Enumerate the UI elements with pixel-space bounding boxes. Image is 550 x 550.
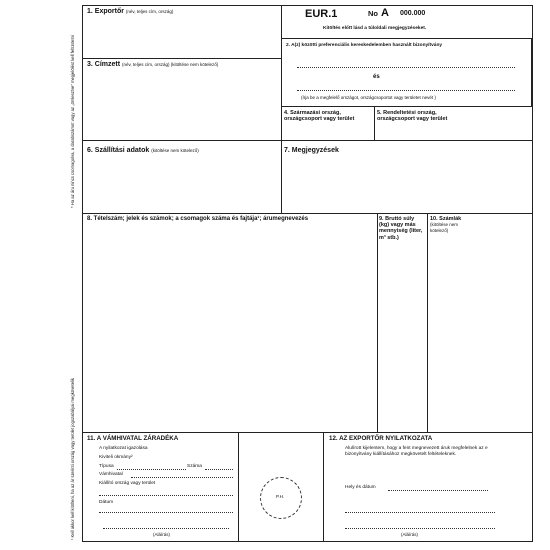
box10-title: 10. Számlák [430, 216, 462, 222]
box11-line2: Kiviteli okmány² [99, 455, 133, 460]
box12-dot-line [345, 512, 495, 513]
form-title: EUR.1 [305, 8, 338, 20]
box2-line-2 [297, 90, 515, 91]
box11-label: 11. A VÁMHIVATAL ZÁRADÉKA [87, 435, 179, 442]
box6-note: (kitöltése nem kötelező) [151, 148, 199, 153]
box3-note: (név, teljes cím, ország) (kitöltése nem kötelező) [122, 62, 219, 67]
box6-title: 6. Szállítási adatok [87, 147, 150, 154]
stamp-label: P.H. [276, 494, 285, 499]
side-note-upper: * Ha az áru nincs csomagolva, a darabszámot vagy az „ömlesztve” megjelölést kell feltüntetni [70, 35, 75, 208]
box12-signature-line [345, 528, 495, 529]
box4-label: 4. Származási ország, országcsoport vagy terület [284, 110, 355, 122]
box11-line1: A nyilatkozat igazolása [99, 446, 148, 451]
series-letter: A [381, 7, 389, 19]
number-label: No [368, 9, 378, 18]
box12-text: Alulírott kijelentem, hogy a fent megnevezett áruk megfelelnek az e bizonyítvány kiállításához megkövetelt feltételeknek. [345, 446, 488, 457]
box1-note: (név, teljes cím, ország) [125, 9, 174, 14]
box11-datum: Dátum [99, 500, 114, 505]
box11-szama: Száma [187, 464, 202, 469]
box12-place-date: Hely és dátum [345, 485, 376, 490]
box12-signature: (Aláírás) [401, 532, 419, 537]
box2-line-1 [297, 67, 515, 68]
box3-label [87, 61, 218, 69]
box6-label [87, 147, 199, 155]
certificate-number: 000.000 [400, 10, 426, 17]
box11-vamhivatal: Vámhivatal [99, 472, 123, 477]
szama-line [205, 469, 233, 470]
box2-label: 2. A(z) közötti preferenciális kereskedelemben használt bizonyítvány [286, 43, 443, 48]
box2-note: (Írja be a megfelelő országot, országcsoportot vagy területet nevét ) [301, 95, 436, 100]
box2-and: és [373, 74, 380, 80]
datum-line [99, 512, 233, 513]
side-note-lower: ¹ Kell akkor kell kitölteni, ha az ár szerinti ország vagy terület jogszabályai megkövetelik [70, 378, 75, 540]
box11-signature: (Aláírás) [153, 532, 171, 537]
box7-label: 7. Megjegyzések [284, 147, 339, 154]
kiallito-line [99, 495, 233, 496]
tipusa-line [117, 469, 186, 470]
box11-kiallito: Kiállító ország vagy terület [99, 481, 156, 486]
box12-label: 12. AZ EXPORTŐR NYILATKOZATA [329, 435, 433, 442]
box10-label [430, 216, 472, 235]
box11-signature-line [103, 528, 229, 529]
box1-title: 1. Exportőr [87, 8, 124, 15]
box10-note: (kitöltése nem kötelező) [430, 222, 459, 234]
place-date-line [388, 490, 488, 491]
header-instruction: Kitöltés előtt lásd a túloldali megjegyzéseket. [323, 26, 427, 31]
box1-label [87, 8, 173, 16]
box5-label: 5. Rendeltetési ország, országcsoport vagy terület [377, 110, 448, 122]
vamhivatal-line [131, 477, 233, 478]
eur1-form [82, 5, 533, 542]
box11-tipusa: Típusa [99, 464, 114, 469]
box8-label: 8. Tételszám; jelek és számok; a csomagok száma és fajtája¹; árumegnevezés [87, 216, 309, 222]
box9-label: 9. Bruttó súly (kg) vagy más mennyiség (liter, m³ stb.) [379, 216, 423, 241]
box3-title: 3. Címzett [87, 61, 121, 68]
